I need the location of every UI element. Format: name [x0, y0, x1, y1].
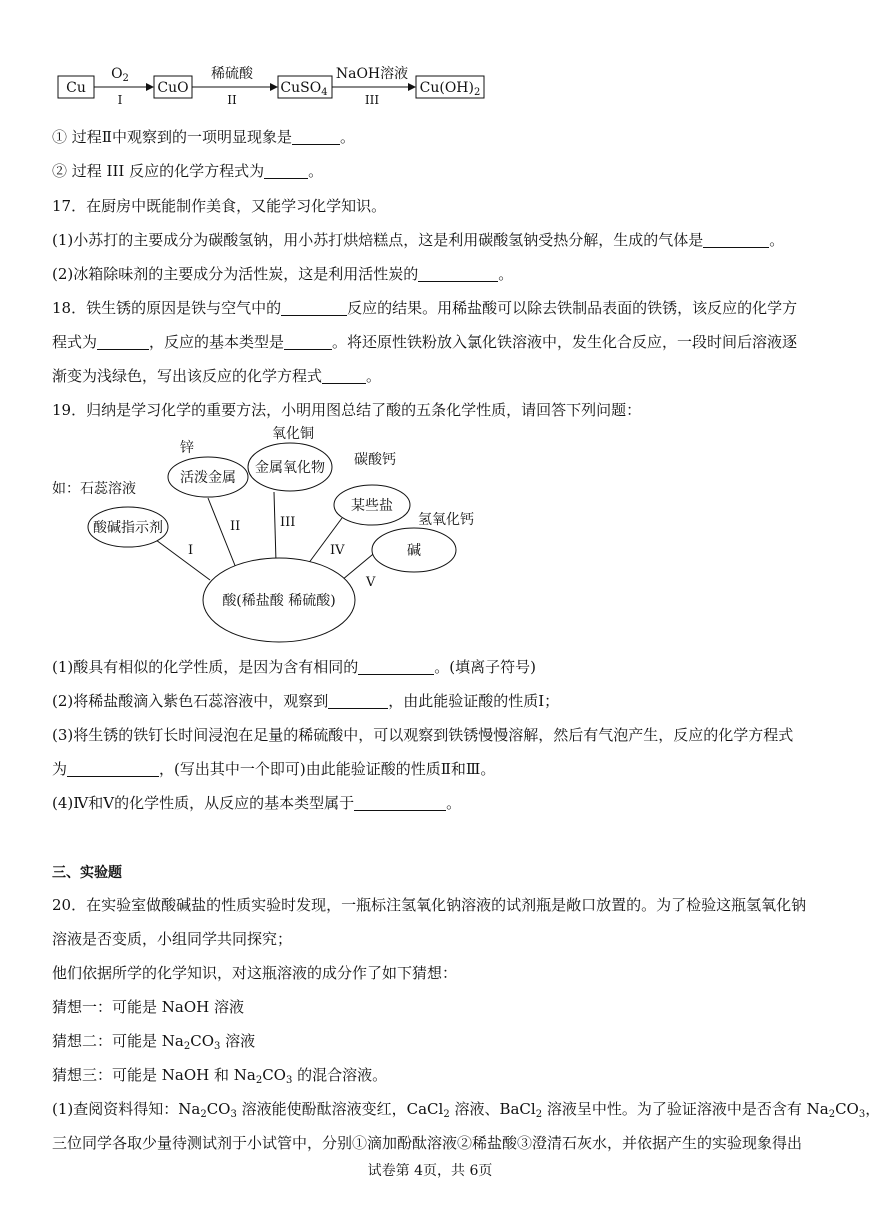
q20-line1: 20．在实验室做酸碱盐的性质实验时发现，一瓶标注氢氧化钠溶液的试剂瓶是敞口放置的。为了检验这瓶氢氧化钠	[52, 896, 807, 914]
flow-box-cuoh2: $Cu(OH)_2$	[419, 80, 481, 98]
section-heading: 三、实验题	[52, 865, 122, 881]
q20-line2: 溶液是否变质，小组同学共同探究；	[52, 930, 293, 948]
example-zinc: 锌	[180, 440, 194, 456]
guess-1: 猜想一：可能是 NaOH 溶液	[52, 998, 244, 1016]
node-salt: 某些盐	[351, 498, 393, 514]
answer-blank[interactable]	[97, 333, 149, 350]
roman-4: IV	[330, 543, 345, 558]
q19-sub1: (1)酸具有相似的化学性质，是因为含有相同的 。(填离子符号)	[52, 658, 536, 676]
answer-blank[interactable]	[358, 658, 434, 675]
answer-blank[interactable]	[322, 367, 366, 384]
q17-sub1: (1)小苏打的主要成分为碳酸氢钠，用小苏打烘焙糕点，这是利用碳酸氢钠受热分解，生成的气体是 。	[52, 231, 785, 249]
answer-blank[interactable]	[284, 333, 332, 350]
arrow2-roman: II	[227, 93, 237, 107]
example-litmus: 如：石蕊溶液	[52, 481, 136, 497]
q20-part1-line2: 三位同学各取少量待测试剂于小试管中，分别①滴加酚酞溶液②稀盐酸③澄清石灰水，并依据产生的实验现象得出	[52, 1134, 803, 1152]
center-acid-label: 酸(稀盐酸 稀硫酸)	[222, 593, 336, 609]
example-calcium-hydroxide: 氢氧化钙	[418, 512, 474, 528]
q19-sub4: (4)Ⅳ和Ⅴ的化学性质，从反应的基本类型属于 。	[52, 794, 462, 812]
q18-line2: 程式为 ，反应的基本类型是 。将还原性铁粉放入氯化铁溶液中，发生化合反应，一段时间后溶液逐	[52, 333, 798, 351]
q20-line3: 他们依据所学的化学知识，对这瓶溶液的成分作了如下猜想：	[52, 964, 458, 982]
answer-blank[interactable]	[264, 162, 308, 179]
arrow3-label: NaOH溶液	[335, 66, 409, 82]
arrow1-label: $O_2$	[111, 66, 129, 84]
roman-2: II	[230, 519, 241, 534]
q16-part2: ② 过程 III 反应的化学方程式为 。	[52, 162, 324, 180]
node-active-metal: 活泼金属	[180, 470, 236, 486]
answer-blank[interactable]	[281, 299, 347, 316]
q19-sub3-line2: 为 ，(写出其中一个即可)由此能验证酸的性质Ⅱ和Ⅲ。	[52, 760, 496, 778]
arrow3-roman: III	[364, 93, 380, 107]
q16-part1: ① 过程Ⅱ中观察到的一项明显现象是 。	[52, 128, 355, 146]
arrow2-label: 稀硫酸	[211, 66, 253, 82]
flow-box-cuso4: CuSO$_4$	[280, 80, 328, 98]
answer-blank[interactable]	[703, 231, 769, 248]
arrow1-roman: I	[117, 93, 123, 107]
answer-blank[interactable]	[418, 265, 498, 282]
roman-3: III	[280, 515, 296, 530]
acid-properties-diagram	[52, 420, 512, 650]
guess-2: 猜想二：可能是 $Na_2CO_3$ 溶液	[52, 1032, 256, 1052]
roman-5: V	[366, 575, 376, 590]
flow-box-cu: Cu	[66, 80, 86, 96]
q19-sub2: (2)将稀盐酸滴入紫色石蕊溶液中，观察到 ，由此能验证酸的性质Ⅰ；	[52, 692, 560, 710]
example-copper-oxide: 氧化铜	[272, 426, 314, 442]
roman-1: I	[188, 543, 194, 558]
answer-blank[interactable]	[328, 692, 388, 709]
flow-box-cuo: CuO	[157, 80, 189, 96]
answer-blank[interactable]	[354, 794, 446, 811]
node-metal-oxide: 金属氧化物	[255, 460, 325, 476]
q20-part1-line1: (1)查阅资料得知：$Na_2CO_3$ 溶液能使酚酞溶液变红，CaCl$_2$ 溶液、BaCl$_2$ 溶液呈中性。为了验证溶液中是否含有 $Na_2CO_3$，	[52, 1100, 880, 1120]
guess-3: 猜想三：可能是 NaOH 和 $Na_2CO_3$ 的混合溶液。	[52, 1066, 388, 1086]
page-footer: 试卷第 4页，共 6页	[367, 1163, 493, 1179]
q19-stem: 19．归纳是学习化学的重要方法，小明用图总结了酸的五条化学性质，请回答下列问题：	[52, 401, 642, 419]
q17-stem: 17．在厨房中既能制作美食，又能学习化学知识。	[52, 197, 387, 215]
answer-blank[interactable]	[292, 128, 340, 145]
q19-sub3-line1: (3)将生锈的铁钉长时间浸泡在足量的稀硫酸中，可以观察到铁锈慢慢溶解，然后有气泡产生，反应的化学方程式	[52, 726, 794, 744]
q18-line1: 18．铁生锈的原因是铁与空气中的 反应的结果。用稀盐酸可以除去铁制品表面的铁锈，该反应的化学方	[52, 299, 798, 317]
example-calcium-carbonate: 碳酸钙	[354, 452, 396, 468]
reaction-flow-diagram	[52, 62, 492, 106]
answer-blank[interactable]	[67, 760, 159, 777]
q17-sub2: (2)冰箱除味剂的主要成分为活性炭，这是利用活性炭的 。	[52, 265, 514, 283]
q18-line3: 渐变为浅绿色，写出该反应的化学方程式 。	[52, 367, 382, 385]
node-base: 碱	[407, 543, 421, 559]
node-indicator: 酸碱指示剂	[93, 520, 163, 536]
